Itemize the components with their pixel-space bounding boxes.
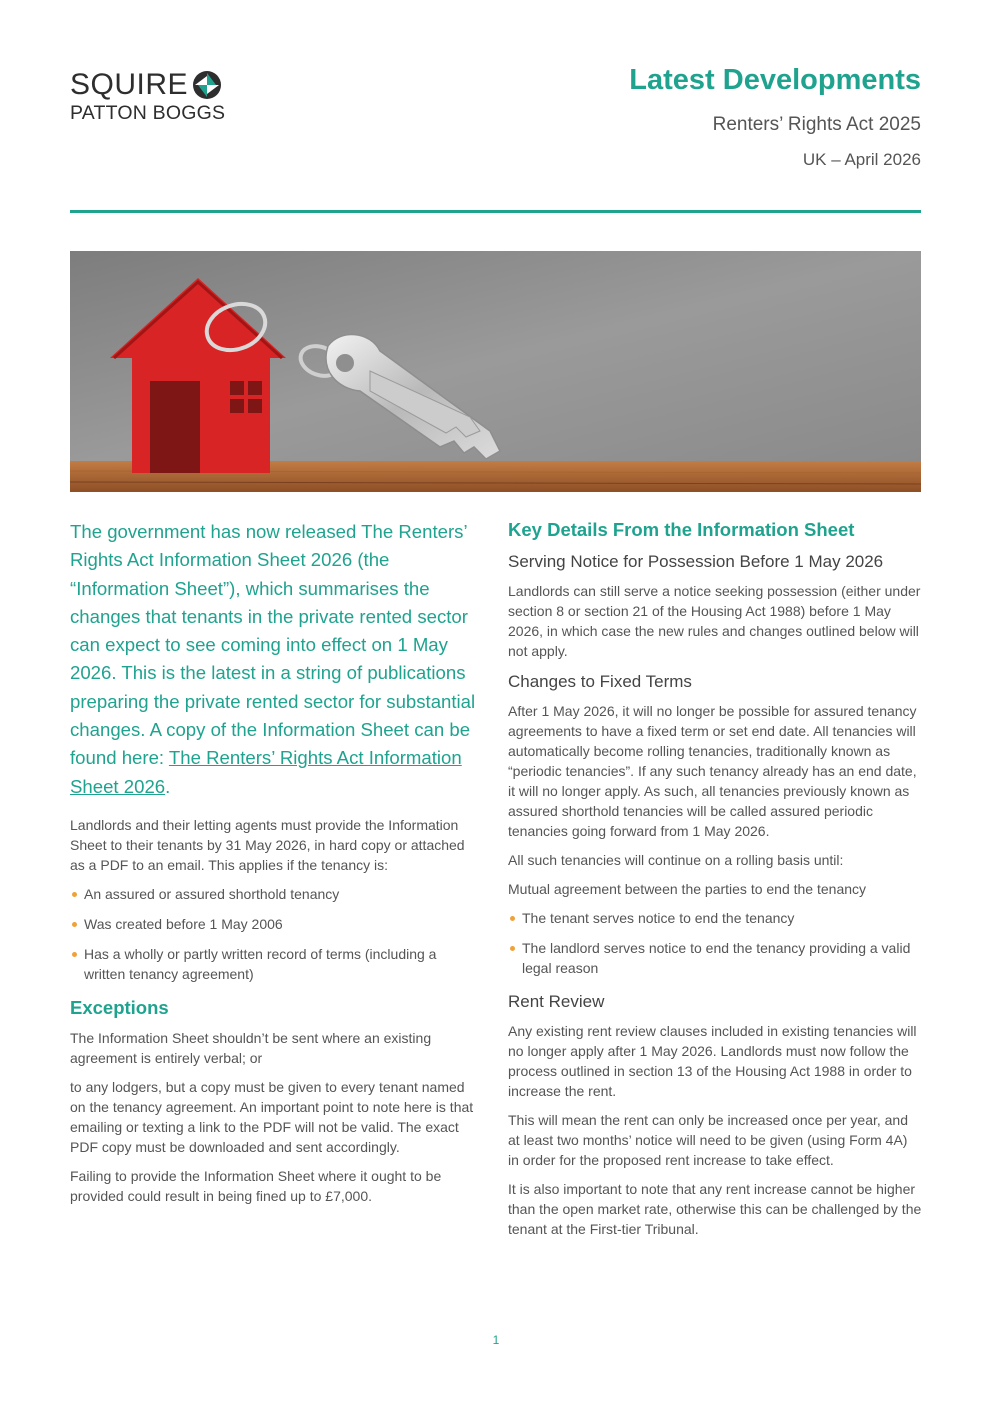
logo-wordmark-line1: SQUIRE [70,68,189,101]
list-item: Has a wholly or partly written record of terms (including a written tenancy agreement) [70,944,480,984]
page-title: Latest Developments [629,64,921,96]
rent-review-paragraph-1: Any existing rent review clauses included in existing tenancies will no longer apply after 1 May 2026. Landlords must now follow the process outlined in section 13 of the Housing Act 1988 in order to increase the rent. [508,1023,917,1099]
company-logo [70,68,225,124]
list-item: The landlord serves notice to end the tenancy providing a valid legal reason [508,938,922,978]
rent-review-subheading: Rent Review [508,992,605,1011]
end-tenancy-list [508,908,922,978]
intro-text: The government has now released The Renters’ Rights Act Information Sheet 2026 (the “Information Sheet”), which summarises the changes that tenants in the private rented sector can expect to see coming into effect on 1 May 2026. This is the latest in a string of publications preparing the private rented sector for substantial changes. A copy of the Information Sheet can be found here: [70,521,476,769]
tenancy-criteria-list [70,884,480,984]
hero-image [70,251,921,492]
rent-review-paragraph-2: This will mean the rent can only be increased once per year, and at least two months’ notice will need to be given (using Form 4A) in order for the proposed rent increase to take effect. [508,1112,909,1168]
header-divider [70,210,921,213]
fixed-terms-paragraph-1: After 1 May 2026, it will no longer be possible for assured tenancy agreements to have a fixed term or set end date. All tenancies will automatically become rolling tenancies, traditionally known as “periodic tenancies”. If any such tenancy already has an end date, it will no longer apply. As such, all tenancies previously known as assured shorthold tenancies will be called assured periodic tenancies going forward from 1 May 2026. [508,703,917,839]
exceptions-paragraph-3: Failing to provide the Information Sheet where it ought to be provided could result in being fined up to £7,000. [70,1167,442,1204]
list-item: An assured or assured shorthold tenancy [70,884,480,904]
obligation-paragraph: Landlords and their letting agents must provide the Information Sheet to their tenants by 31 May 2026, in hard copy or attached as a PDF to an email. This applies if the tenancy is: [70,816,465,873]
information-sheet-link[interactable]: The Renters’ Rights Act Information Sheet 2026 [70,747,462,797]
fixed-terms-paragraph-2: All such tenancies will continue on a rolling basis until: [508,852,844,868]
page-number: 1 [492,1333,500,1347]
page-subtitle: Renters’ Rights Act 2025 [712,114,921,135]
list-item: Was created before 1 May 2006 [70,914,480,934]
serving-notice-subheading: Serving Notice for Possession Before 1 May 2026 [508,552,884,571]
logo-wordmark-line2: PATTON BOGGS [70,102,226,124]
right-column [508,518,922,1248]
fixed-terms-paragraph-3: Mutual agreement between the parties to end the tenancy [508,881,867,897]
house-keys-photo-icon [70,251,921,492]
key-details-heading: Key Details From the Information Sheet [508,519,855,540]
serving-notice-paragraph: Landlords can still serve a notice seeking possession (either under section 8 or section 21 of the Housing Act 1988) before 1 May 2026, in which case the new rules and changes outlined below will not apply. [508,583,921,659]
logo-mark-icon [192,70,222,100]
left-column [70,518,480,1215]
publication-date: UK – April 2026 [802,150,921,169]
rent-review-paragraph-3: It is also important to note that any rent increase cannot be higher than the open market rate, otherwise this can be challenged by the tenant at the First-tier Tribunal. [508,1181,922,1237]
exceptions-heading: Exceptions [70,996,169,1018]
intro-end: . [165,775,171,797]
exceptions-paragraph-1: The Information Sheet shouldn’t be sent where an existing agreement is entirely verbal; or [70,1029,432,1066]
exceptions-paragraph-2: to any lodgers, but a copy must be given to every tenant named on the tenancy agreement. An important point to note here is that emailing or texting a link to the PDF will not be valid. The exact PDF copy must be downloaded and sent accordingly. [70,1078,474,1155]
intro-paragraph [70,518,480,801]
list-item: The tenant serves notice to end the tenancy [508,908,922,928]
fixed-terms-subheading: Changes to Fixed Terms [508,672,692,691]
